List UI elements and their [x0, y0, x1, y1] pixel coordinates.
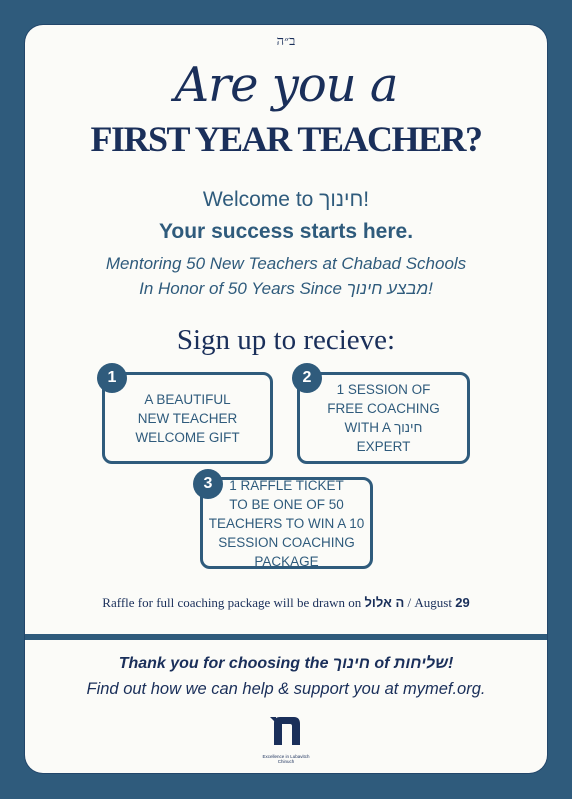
benefit-text-1: A BEAUTIFUL NEW TEACHER WELCOME GIFT	[135, 391, 240, 445]
benefit-box-1	[102, 372, 273, 464]
benefit-number-2: 2	[292, 363, 322, 393]
headline-script: Are you a	[174, 57, 398, 113]
findout-text: Find out how we can help & support you at mymef.org.	[86, 680, 486, 698]
bh-mark: ב״ה	[276, 33, 296, 48]
benefit-number-3: 3	[193, 469, 223, 499]
benefit-text-2: 1 SESSION OF FREE COACHING WITH A חינוך EXPERT	[327, 382, 440, 454]
raffle-separator: /	[404, 595, 415, 610]
mef-logo	[262, 715, 310, 764]
flyer-card	[25, 25, 547, 773]
benefit-number-1: 1	[97, 363, 127, 393]
thanks-text: Thank you for choosing the חינוך of שליחות!	[118, 655, 454, 672]
raffle-english-date: August	[414, 595, 456, 610]
mem-logo-icon	[268, 715, 304, 749]
success-text: Your success starts here.	[158, 220, 414, 243]
benefit-box-2	[297, 372, 470, 464]
welcome-text: Welcome to חינוך!	[202, 188, 370, 211]
logo-tagline: Excellence in Lubavitch Chinuch	[262, 754, 310, 764]
honor-text: In Honor of 50 Years Since מבצע חינוך!	[139, 279, 433, 298]
mentoring-text: Mentoring 50 New Teachers at Chabad Schools	[105, 254, 467, 273]
raffle-hebrew-date: ה אלול	[364, 595, 405, 610]
raffle-note	[25, 595, 547, 611]
raffle-prefix: Raffle for full coaching package will be drawn on	[102, 595, 365, 610]
headline-main: FIRST YEAR TEACHER?	[90, 119, 482, 159]
section-divider	[25, 634, 547, 640]
benefit-text-3: 1 RAFFLE TICKET TO BE ONE OF 50 TEACHERS TO WIN A 10 SESSION COACHING PACKAGE	[208, 477, 365, 569]
benefit-box-3	[200, 477, 373, 569]
signup-title: Sign up to recieve:	[176, 324, 396, 356]
raffle-day: 29	[455, 595, 470, 610]
